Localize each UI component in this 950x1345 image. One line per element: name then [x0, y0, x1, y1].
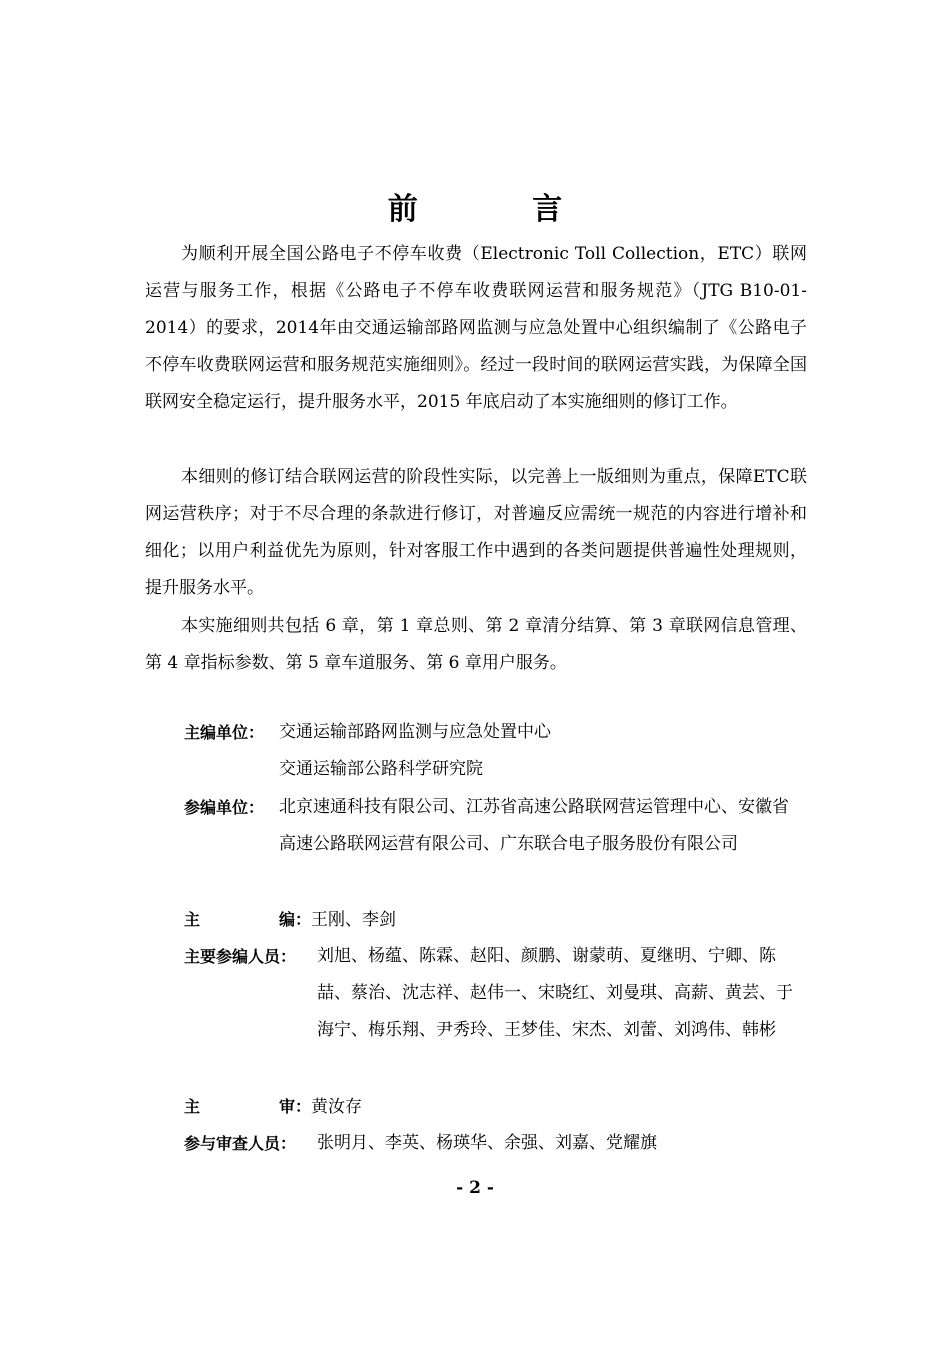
- chief-reviewer-value: [279, 1088, 805, 1126]
- reviewers-label: 参与审查人员：: [184, 1134, 297, 1153]
- preface-paragraph-3: 本实施细则共包括 6 章，第 1 章总则、第 2 章清分结算、第 3 章联网信息管理、第 4 章指标参数、第 5 章车道服务、第 6 章用户服务。: [145, 616, 807, 673]
- main-participants-label: 主要参编人员：: [184, 947, 297, 966]
- main-participants-value: 刘旭、杨蕴、陈霖、赵阳、颜鹏、谢蒙萌、夏继明、宁卿、陈喆、蔡治、沈志祥、赵伟一、宋晓红、刘曼琪、高薪、黄芸、于海宁、梅乐翔、尹秀玲、王梦佳、宋杰、刘蕾、刘鸿伟、韩彬: [317, 946, 793, 1040]
- preface-paragraph-1: 为顺利开展全国公路电子不停车收费（Electronic Toll Collection，ETC）联网运营与服务工作，根据《公路电子不停车收费联网运营和服务规范》（JTG B10-01-2014）的要求，2014年由交通运输部路网监测与应急处置中心组织编制了《公路电子不停车收费联网运营和服务规范实施细则》。经过一段时间的联网运营实践，为保障全国联网安全稳定运行，提升服务水平，2015 年底启动了本实施细则的修订工作。: [145, 244, 807, 412]
- chief-reviewer-label-b: 审：: [279, 1097, 312, 1116]
- chief-reviewer-label-a: 主: [184, 1097, 201, 1116]
- chief-editor-label-b: 编：: [279, 910, 312, 929]
- participating-units-value: 北京速通科技有限公司、江苏省高速公路联网营运管理中心、安徽省高速公路联网运营有限公司、广东联合电子服务股份有限公司: [279, 797, 789, 854]
- chief-reviewer-names: 黄汝存: [311, 1097, 363, 1117]
- chief-units-label: 主编单位：: [184, 723, 265, 742]
- participating-units-label: 参编单位：: [184, 798, 265, 817]
- chief-editor-label: [184, 901, 200, 938]
- chief-units-value: [279, 714, 805, 788]
- chief-editor-label-a: 主: [184, 910, 201, 929]
- chief-editor-value: [279, 901, 805, 939]
- reviewers-value: 张明月、李英、杨瑛华、余强、刘嘉、党耀旗: [317, 1133, 657, 1153]
- chief-editor-names: 王刚、李剑: [311, 910, 397, 930]
- preface-paragraph-2: 本细则的修订结合联网运营的阶段性实际，以完善上一版细则为重点，保障ETC联网运营秩序；对于不尽合理的条款进行修订，对普遍反应需统一规范的内容进行增补和细化；以用户利益优先为原则，针对客服工作中遇到的各类问题提供普遍性处理规则，提升服务水平。: [145, 467, 807, 598]
- chief-reviewer-label: [184, 1088, 200, 1125]
- chief-unit-1: 交通运输部路网监测与应急处置中心: [279, 722, 551, 742]
- page-number: - 2 -: [456, 1178, 494, 1198]
- page-title: 前 言: [387, 192, 615, 227]
- chief-unit-2: 交通运输部公路科学研究院: [279, 759, 483, 779]
